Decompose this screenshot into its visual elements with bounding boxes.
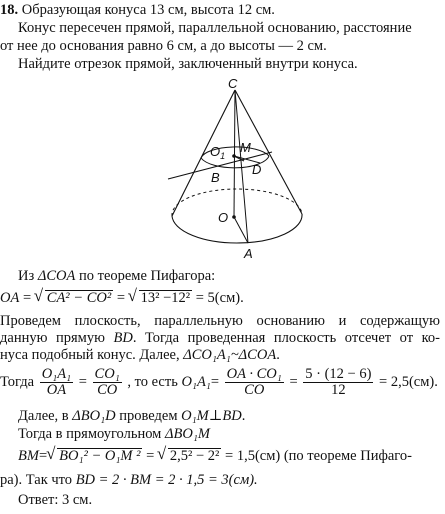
solution-line-7 — [18, 426, 210, 443]
final-calculation: BD = 2 · BM = 2 · 1,5 = 3(см). — [75, 472, 258, 488]
label-M: M — [240, 140, 251, 155]
radicand: CA² − CO² — [46, 290, 112, 306]
solution-text: нуса подобный конус. Далее, — [0, 347, 184, 363]
solution-text: Тогда в прямоугольном — [18, 426, 165, 442]
fraction — [303, 367, 373, 398]
formula-result: = 2,5(см). — [375, 373, 438, 390]
formula-lhs: BM — [18, 448, 39, 464]
solution-text: Далее, в — [18, 408, 73, 424]
label-C: C — [228, 76, 238, 91]
problem-text-2: Конус пересечен прямой, параллельной основанию, расстояние — [18, 20, 412, 36]
sqrt-expression — [158, 448, 222, 465]
line-BD: BD — [113, 330, 133, 346]
solution-text: , то есть — [123, 373, 182, 390]
solution-text: Из — [18, 268, 38, 284]
fraction — [93, 367, 122, 398]
denominator: CO — [244, 382, 265, 398]
equals-sign: = — [113, 290, 129, 306]
fraction — [225, 367, 284, 398]
formula-lhs: OA — [0, 290, 20, 306]
generatrix-CA — [235, 90, 248, 243]
solution-text: Тогда — [0, 373, 38, 390]
cone-height — [234, 90, 235, 217]
formula-BM — [18, 448, 412, 465]
radicand: 13² −12² — [140, 290, 191, 306]
denominator: OA — [46, 382, 67, 398]
solution-text: по теореме Пифагора: — [75, 268, 216, 284]
solution-text: проведем — [115, 408, 182, 424]
equals-sign: = — [78, 373, 87, 390]
solution-line-2: Проведем плоскость, параллельную основанию и содержащую — [0, 313, 440, 329]
sqrt-expression — [35, 290, 113, 307]
denominator: CO — [97, 382, 118, 398]
numerator: OA · CO₁ — [226, 366, 282, 382]
solution-text: данную прямую — [0, 330, 114, 346]
formula-lhs: O₁A₁ — [181, 373, 211, 390]
solution-text: . Тогда проведенная плоскость отсечет от ко- — [132, 330, 440, 346]
cone-base-front — [172, 214, 302, 243]
radicand: BO₁² − O₁M ² — [59, 448, 141, 464]
equals-sign: = — [19, 290, 35, 306]
similarity-formula — [0, 367, 438, 398]
solution-line-1 — [18, 268, 215, 285]
numerator: O₁A₁ — [41, 366, 72, 382]
sqrt-expression — [129, 290, 193, 307]
formula-result: = 5(см). — [192, 290, 244, 306]
label-D: D — [252, 162, 262, 177]
cone-base-back — [172, 189, 302, 216]
cone-generatrix-left — [172, 90, 235, 216]
formula-result: = 1,5(см) (по теореме Пифаго- — [221, 448, 412, 464]
denominator: 12 — [331, 382, 346, 398]
triangle-COA: ΔCOA — [37, 268, 76, 284]
solution-text: . — [241, 408, 246, 424]
sqrt-expression — [47, 448, 142, 465]
equals-sign: = — [210, 373, 220, 390]
problem-number: 18. — [0, 2, 19, 18]
similarity-statement: ΔCO₁A₁~ΔCOA — [183, 347, 277, 363]
solution-text: . — [276, 347, 280, 363]
solution-text: ра). Так что — [0, 472, 76, 488]
cone-figure — [0, 76, 445, 266]
solution-line-3 — [0, 330, 440, 347]
label-A: A — [244, 246, 253, 261]
problem-text-3: от нее до основания равно 6 см, а до высоты — 2 см. — [0, 38, 327, 54]
triangle-BO1M: ΔBO₁M — [164, 426, 210, 442]
numerator: CO₁ — [94, 366, 120, 382]
equals-sign: = — [142, 448, 158, 464]
problem-statement-line-1 — [0, 2, 275, 19]
label-B: B — [211, 170, 220, 185]
equals-sign: = — [38, 448, 48, 464]
label-O: O — [218, 210, 229, 225]
answer: Ответ: 3 см. — [18, 492, 93, 508]
radicand: 2,5² − 2² — [169, 448, 220, 464]
solution-line-6 — [18, 408, 245, 425]
triangle-BO1D: ΔBO₁D — [72, 408, 116, 424]
point-O — [232, 215, 236, 219]
formula-OA — [0, 290, 244, 307]
numerator: 5 · (12 − 6) — [305, 366, 372, 382]
solution-line-8 — [0, 472, 258, 489]
label-O1: $O_1$ — [210, 144, 226, 161]
point-O1 — [232, 154, 236, 158]
equals-sign: = — [289, 373, 298, 390]
fraction — [40, 367, 73, 398]
problem-text-1: Образующая конуса 13 см, высота 12 см. — [21, 2, 275, 18]
perpendicular-statement: O₁M⊥BD — [181, 408, 242, 424]
problem-text-4: Найдите отрезок прямой, заключенный внутри конуса. — [18, 56, 358, 72]
solution-line-4 — [0, 347, 280, 364]
